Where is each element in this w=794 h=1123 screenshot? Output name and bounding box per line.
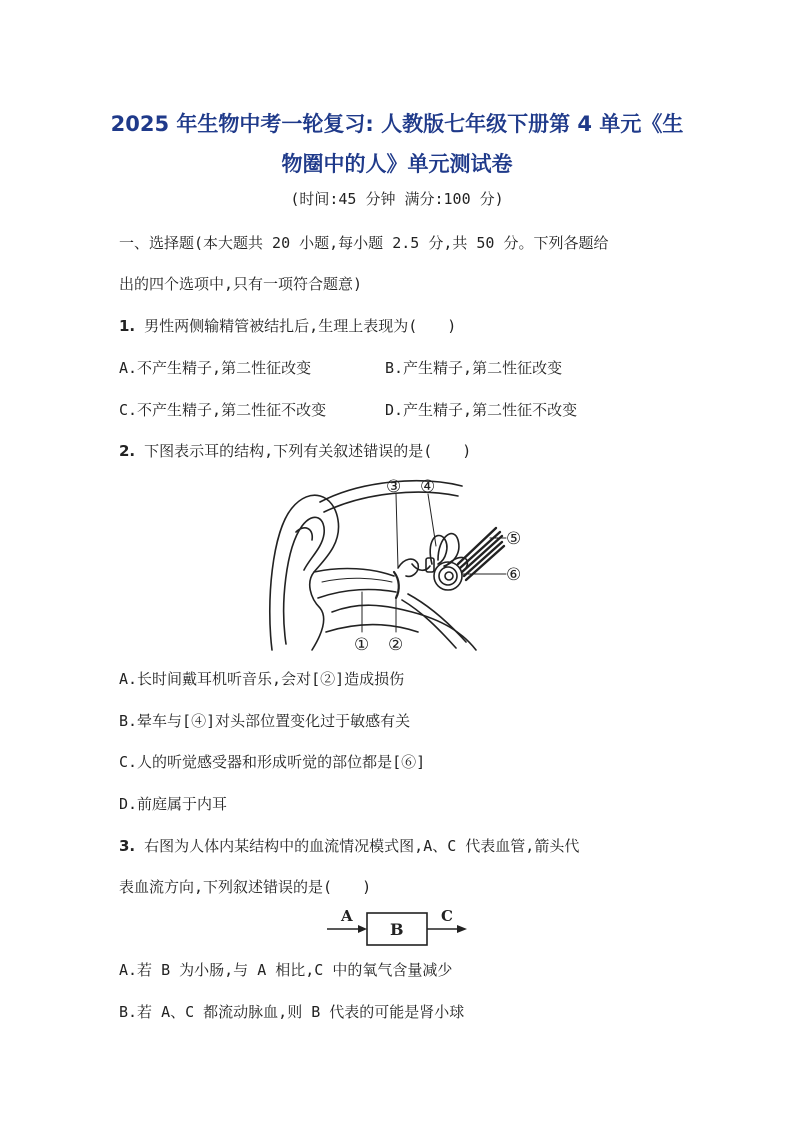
blood-flow-diagram xyxy=(325,905,475,949)
page-title xyxy=(110,104,684,184)
question-2-option-c: C.人的听觉感受器和形成听觉的部位都是[⑥] xyxy=(119,753,426,771)
ear-label-1: ① xyxy=(354,635,370,654)
vessel-c-label: C xyxy=(441,907,453,925)
vessel-a-label: A xyxy=(341,907,353,925)
title-line-2: 物圈中的人》单元测试卷 xyxy=(281,152,513,176)
question-3-option-a: A.若 B 为小肠,与 A 相比,C 中的氧气含量减少 xyxy=(119,961,453,979)
ear-label-2: ② xyxy=(388,635,404,654)
question-text: 下图表示耳的结构,下列有关叙述错误的是( ) xyxy=(144,442,472,460)
title-line-1: 2025 年生物中考一轮复习: 人教版七年级下册第 4 单元《生 xyxy=(110,112,684,136)
question-text: 右图为人体内某结构中的血流情况模式图,A、C 代表血管,箭头代 xyxy=(144,837,580,855)
question-2-option-a: A.长时间戴耳机听音乐,会对[②]造成损伤 xyxy=(119,670,405,688)
question-2-stem xyxy=(119,440,471,461)
question-1-option-a: A.不产生精子,第二性征改变 xyxy=(119,359,312,377)
question-2-option-d: D.前庭属于内耳 xyxy=(119,795,228,813)
question-3-stem-line-2: 表血流方向,下列叙述错误的是( ) xyxy=(119,878,372,896)
structure-b-label: B xyxy=(390,920,404,939)
section-header-line-2: 出的四个选项中,只有一项符合题意) xyxy=(119,275,363,293)
question-1-option-b: B.产生精子,第二性征改变 xyxy=(385,359,563,377)
ear-structure-diagram xyxy=(262,472,532,654)
question-1-option-d: D.产生精子,第二性征不改变 xyxy=(385,401,578,419)
question-1-stem xyxy=(119,315,456,336)
arrow-head-c xyxy=(457,925,467,933)
section-header-line-1: 一、选择题(本大题共 20 小题,每小题 2.5 分,共 50 分。下列各题给 xyxy=(119,234,609,252)
question-number: 2. xyxy=(119,442,136,460)
question-2-option-b: B.晕车与[④]对头部位置变化过于敏感有关 xyxy=(119,712,411,730)
arrow-head-a xyxy=(358,925,367,933)
ear-label-4: ④ xyxy=(420,477,436,497)
ear-label-6: ⑥ xyxy=(506,565,522,585)
question-number: 1. xyxy=(119,317,136,335)
question-3-stem-line-1 xyxy=(119,835,579,856)
question-text: 男性两侧输精管被结扎后,生理上表现为( ) xyxy=(144,317,457,335)
question-number: 3. xyxy=(119,837,136,855)
ear-label-5: ⑤ xyxy=(506,529,522,549)
question-3-option-b: B.若 A、C 都流动脉血,则 B 代表的可能是肾小球 xyxy=(119,1003,465,1021)
exam-meta: (时间:45 分钟 满分:100 分) xyxy=(290,190,504,208)
question-1-option-c: C.不产生精子,第二性征不改变 xyxy=(119,401,327,419)
ear-label-3: ③ xyxy=(386,477,402,497)
